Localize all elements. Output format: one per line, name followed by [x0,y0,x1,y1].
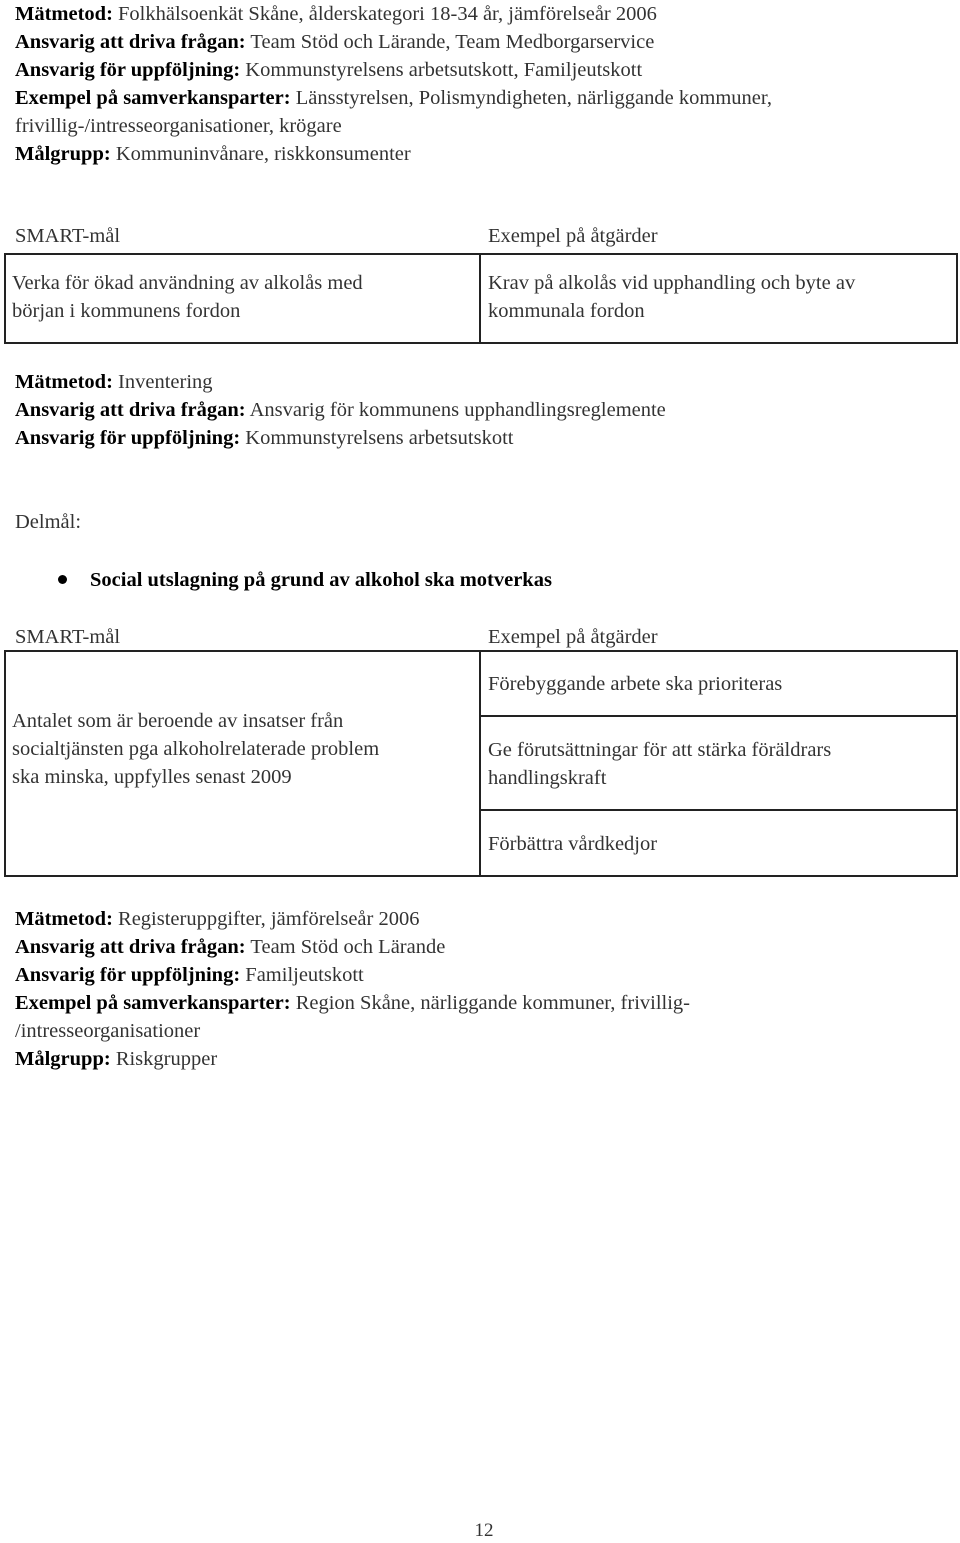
table1-goal-line1: Verka för ökad användning av alkolås med [12,272,363,294]
samverkan-value-line1: Region Skåne, närliggande kommuner, frivillig- [295,992,691,1014]
samverkan-value-line2: /intresseorganisationer [15,1020,201,1042]
delmal-bullet-text: Social utslagning på grund av alkohol ska motverkas [90,569,552,591]
block3-ansvarig-driva [15,933,445,961]
table2-action3: Förbättra vårdkedjor [488,833,658,855]
table2-goal-line2: socialtjänsten pga alkoholrelaterade problem [12,738,380,760]
table2-col2-header: Exempel på åtgärder [488,626,658,648]
block3-samverkan [15,989,690,1017]
matmetod-value: Registeruppgifter, jämförelseår 2006 [118,908,420,930]
malgrupp-value: Kommuninvånare, riskkonsumenter [115,143,411,165]
bullet-icon [58,575,67,584]
block3-ansvarig-uppfoljning [15,961,364,989]
matmetod-label: Mätmetod: [15,908,113,930]
page-number: 12 [474,1520,494,1541]
block1-matmetod [15,0,657,28]
table1-action-line2: kommunala fordon [488,300,645,322]
ansvarig-driva-label: Ansvarig att driva frågan: [15,936,246,958]
block2-ansvarig-driva [15,396,666,424]
block1-samverkan-cont [15,112,342,140]
table1-col2-header: Exempel på åtgärder [488,225,658,247]
ansvarig-driva-label: Ansvarig att driva frågan: [15,31,246,53]
block1-malgrupp [15,140,411,168]
samverkan-label: Exempel på samverkansparter: [15,87,291,109]
ansvarig-uppfoljning-value: Kommunstyrelsens arbetsutskott, Familjeutskott [245,59,643,81]
table1-action [488,269,855,325]
delmal-bullet-item [90,566,552,594]
block3-samverkan-cont [15,1017,200,1045]
block1-ansvarig-driva [15,28,654,56]
block1-samverkan [15,84,772,112]
malgrupp-label: Målgrupp: [15,143,111,165]
ansvarig-uppfoljning-label: Ansvarig för uppföljning: [15,427,241,449]
block3-matmetod [15,905,420,933]
table2-goal [12,707,379,791]
table2-goal-line1: Antalet som är beroende av insatser från [12,710,344,732]
ansvarig-driva-value: Team Stöd och Lärande, Team Medborgarservice [250,31,655,53]
table1-action-line1: Krav på alkolås vid upphandling och byte av [488,272,856,294]
block3-malgrupp [15,1045,217,1073]
ansvarig-driva-value: Team Stöd och Lärande [250,936,446,958]
ansvarig-driva-label: Ansvarig att driva frågan: [15,399,246,421]
table1-goal [12,269,363,325]
matmetod-label: Mätmetod: [15,3,113,25]
ansvarig-uppfoljning-label: Ansvarig för uppföljning: [15,964,241,986]
samverkan-value-line1: Länsstyrelsen, Polismyndigheten, närliggande kommuner, [295,87,773,109]
table2-action2-line2: handlingskraft [488,767,607,789]
ansvarig-uppfoljning-label: Ansvarig för uppföljning: [15,59,241,81]
table2-col1-header: SMART-mål [15,626,121,648]
table1-col1-header: SMART-mål [15,225,121,247]
table2-row-separator-2 [479,809,958,811]
matmetod-label: Mätmetod: [15,371,113,393]
delmal-label: Delmål: [15,511,82,533]
samverkan-value-line2: frivillig-/intresseorganisationer, krögare [15,115,342,137]
table2-action2 [488,736,831,792]
matmetod-value: Inventering [118,371,213,393]
table2-goal-line3: ska minska, uppfylles senast 2009 [12,766,292,788]
table1-goal-line2: början i kommunens fordon [12,300,241,322]
block2-ansvarig-uppfoljning [15,424,513,452]
table2-action2-line1: Ge förutsättningar för att stärka föräldrars [488,739,832,761]
block2-matmetod [15,368,213,396]
malgrupp-value: Riskgrupper [115,1048,218,1070]
table2-row-separator-1 [479,715,958,717]
table2-divider [479,650,481,877]
ansvarig-driva-value: Ansvarig för kommunens upphandlingsreglemente [249,399,666,421]
samverkan-label: Exempel på samverkansparter: [15,992,291,1014]
table2-action1: Förebyggande arbete ska prioriteras [488,673,783,695]
matmetod-value: Folkhälsoenkät Skåne, ålderskategori 18-34 år, jämförelseår 2006 [118,3,657,25]
ansvarig-uppfoljning-value: Familjeutskott [245,964,364,986]
table1-divider [479,253,481,344]
ansvarig-uppfoljning-value: Kommunstyrelsens arbetsutskott [245,427,514,449]
block1-ansvarig-uppfoljning [15,56,642,84]
malgrupp-label: Målgrupp: [15,1048,111,1070]
